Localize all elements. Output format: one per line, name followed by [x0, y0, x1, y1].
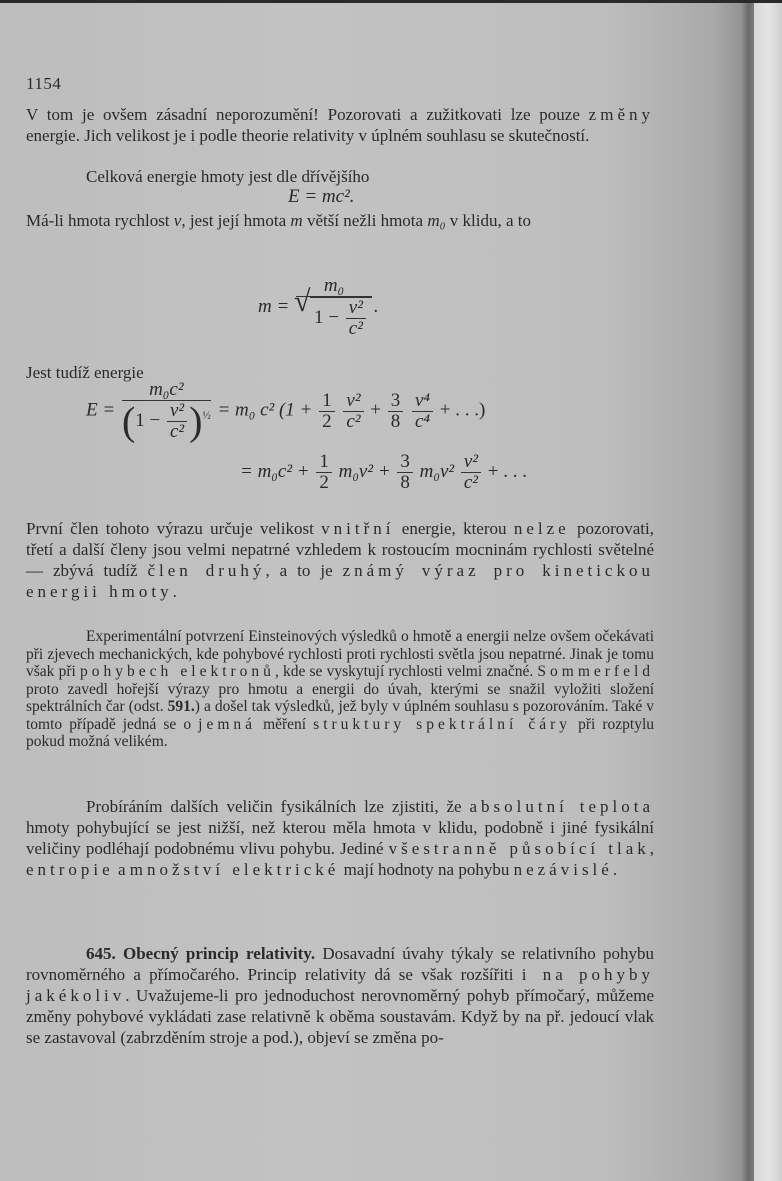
- variable: m₀: [427, 211, 446, 230]
- emphasis-text: člen druhý: [147, 561, 266, 580]
- fraction: [167, 401, 187, 442]
- text: ) a došel tak výsledků, jež byly v úplném souhlasu s pozorováním. Také v tomto případě jedná se o: [26, 698, 654, 733]
- text: pozorovati, třetí a další členy jsou velmi nepatrné vzhledem k rostoucím mocninám rychlosti světelné — zbývá tudíž: [26, 519, 654, 580]
- emphasis-text: i na pohyby jakékoliv: [26, 965, 654, 1005]
- formula-part: E =: [86, 399, 116, 421]
- text: měření: [256, 715, 314, 733]
- page-number: 1154: [26, 74, 62, 93]
- emphasis-text: struktury spektrální čáry: [313, 715, 572, 733]
- fraction: [296, 276, 372, 339]
- emphasis-text: známý výraz pro kinetickou energii hmoty: [26, 561, 654, 601]
- formula-relativistic-mass: m = m₀ √ 1 − $\frac{\text{v²}}{\text{c²}}$ .: [258, 276, 379, 339]
- numerator: v²: [343, 391, 363, 412]
- text: .: [172, 582, 177, 601]
- emphasis-text: Sommerfeld: [537, 663, 655, 680]
- numerator: m₀c²: [122, 380, 211, 401]
- denominator: [296, 297, 372, 339]
- paragraph-1: [26, 104, 654, 146]
- numerator: 3: [388, 391, 404, 412]
- text: větší nežli hmota: [302, 211, 428, 230]
- numerator: m₀: [296, 276, 372, 297]
- paragraph-8-section-645: [26, 943, 654, 1048]
- denominator: 8: [390, 410, 401, 432]
- text: a: [113, 860, 130, 879]
- paragraph-2: Celková energie hmoty jest dle dřívějšího: [86, 167, 370, 186]
- formula-part: 1 −: [314, 306, 340, 328]
- denominator: c²: [348, 318, 363, 339]
- adjacent-page-edge: [754, 0, 782, 1181]
- paragraph-7: [26, 796, 654, 880]
- denominator: 2: [319, 472, 329, 493]
- text: První člen tohoto výrazu určuje velikost: [26, 519, 322, 538]
- variable: v: [173, 211, 182, 230]
- text: hmoty pohybující se jest nižší, než kterou měla hmota v klidu, podobně i jiné fysikální veličiny podléhají podobnému vlivu pohybu. Jediné: [26, 818, 654, 858]
- formula-part: m =: [258, 295, 290, 317]
- text: Dosavadní úvahy týkaly se relativního pohybu rovnoměrného a přímočarého. Princip relativity dá se však rozšířiti: [26, 944, 654, 984]
- emphasis-text: všestranně působící tlak: [388, 839, 650, 858]
- text: ,: [649, 839, 654, 858]
- numerator: v²: [461, 452, 481, 473]
- denominator: c²: [169, 421, 185, 442]
- text: V tom je ovšem zásadní neporozumění! Pozorovati a zužitkovati lze pouze: [26, 105, 589, 124]
- numerator: 3: [397, 452, 413, 473]
- emphasis-text: nelze: [513, 519, 570, 538]
- denominator: 2: [322, 410, 332, 432]
- emphasis-text: množství elektrické: [129, 860, 340, 879]
- scan-top-edge: [0, 0, 782, 3]
- book-spine-shadow: [740, 0, 754, 1181]
- fraction: [388, 391, 404, 432]
- fraction: [319, 391, 335, 432]
- numerator: 1: [316, 452, 332, 473]
- sqrt-symbol: [310, 297, 372, 339]
- text: při rozptylu pokud možná velikém.: [26, 715, 655, 750]
- denominator: (1 − $\frac{\text{v²}}{\text{c²}}$ )$^{\frac{1}{2}}$: [121, 398, 211, 444]
- text: proto zavedl hořejší výrazy pro hmotu a energii do úvah, kterými se snažil vyložiti složení spektrálních čar (odst.: [26, 680, 654, 715]
- exponent: ½: [202, 409, 211, 422]
- numerator: 1: [319, 391, 335, 412]
- formula-part: + . . .: [487, 460, 527, 482]
- paragraph-5: [26, 518, 654, 602]
- emphasis-text: jemná: [198, 715, 257, 733]
- paragraph-3: [26, 210, 654, 231]
- fraction: [122, 380, 211, 442]
- paragraph-4: Jest tudíž energie: [26, 363, 144, 382]
- text: .: [612, 860, 618, 879]
- fraction: [343, 391, 363, 432]
- text: energie. Jich velikost je i podle theorie relativity v úplném souhlasu se skutečností.: [26, 126, 590, 145]
- text: , kde se vyskytují rychlosti velmi značné.: [274, 663, 538, 680]
- text: mají hodnoty na pohybu: [339, 860, 514, 879]
- emphasis-text: změny: [588, 105, 654, 124]
- numerator: v²: [346, 298, 366, 319]
- formula-part: 1 −: [135, 409, 161, 431]
- section-heading: 645. Obecný princip relativity.: [86, 944, 316, 963]
- formula-energy-terms: [240, 452, 527, 493]
- formula-part: + . . .): [439, 399, 486, 421]
- denominator: c²: [463, 472, 478, 493]
- fraction: [461, 452, 481, 493]
- denominator: c²: [346, 410, 361, 432]
- formula-energy-expansion: [86, 380, 485, 442]
- emphasis-text: absolutní teplota: [469, 797, 654, 816]
- text: . Uvažujeme-li pro jednoduchost nerovnoměrný pohyb přímočarý, můžeme změny pohybové vykládati zase relativně k oběma soustavám. Když by na př. jedoucí vlak se zastavoval (zabrzděním stroje a pod.), objeví se změna po-: [26, 986, 654, 1047]
- text: , a to je: [265, 561, 343, 580]
- fraction: [412, 391, 433, 432]
- emphasis-text: vnitřní: [321, 519, 395, 538]
- fraction: [397, 452, 413, 493]
- section-reference: 591.: [167, 698, 195, 715]
- formula-part: = m₀c² +: [240, 460, 310, 482]
- emphasis-text: nezávislé: [513, 860, 613, 879]
- paragraph-6-small-print: [26, 628, 654, 751]
- emphasis-text: pohybech elektronů: [79, 663, 275, 680]
- text: v klidu, a to: [445, 211, 531, 230]
- text: Má-li hmota rychlost: [26, 211, 174, 230]
- formula-part: +: [370, 399, 381, 421]
- denominator: 8: [400, 472, 410, 493]
- numerator: v⁴: [412, 391, 433, 412]
- numerator: v²: [167, 401, 187, 422]
- variable: m: [290, 211, 303, 230]
- denominator: c⁴: [415, 410, 431, 432]
- fraction: [346, 298, 366, 339]
- formula-part: m₀v²: [419, 460, 455, 482]
- fraction: [316, 452, 332, 493]
- text: , jest její hmota: [181, 211, 291, 230]
- text: energie, kterou: [394, 519, 514, 538]
- emphasis-text: entropie: [26, 860, 114, 879]
- text: Probíráním dalších veličin fysikálních lze zjistiti, že: [86, 797, 470, 816]
- formula-part: = m₀ c² (1 +: [217, 399, 313, 421]
- formula-e-mc2: E = mc².: [288, 186, 355, 207]
- formula-part: m₀v² +: [338, 460, 391, 482]
- text: Experimentální potvrzení Einsteinových výsledků o hmotě a energii nelze ovšem očekávati při zjevech mechanických, kde pohybové rychlosti proti rychlosti světla jsou nepatrné. Jinak je tomu však při: [26, 628, 654, 680]
